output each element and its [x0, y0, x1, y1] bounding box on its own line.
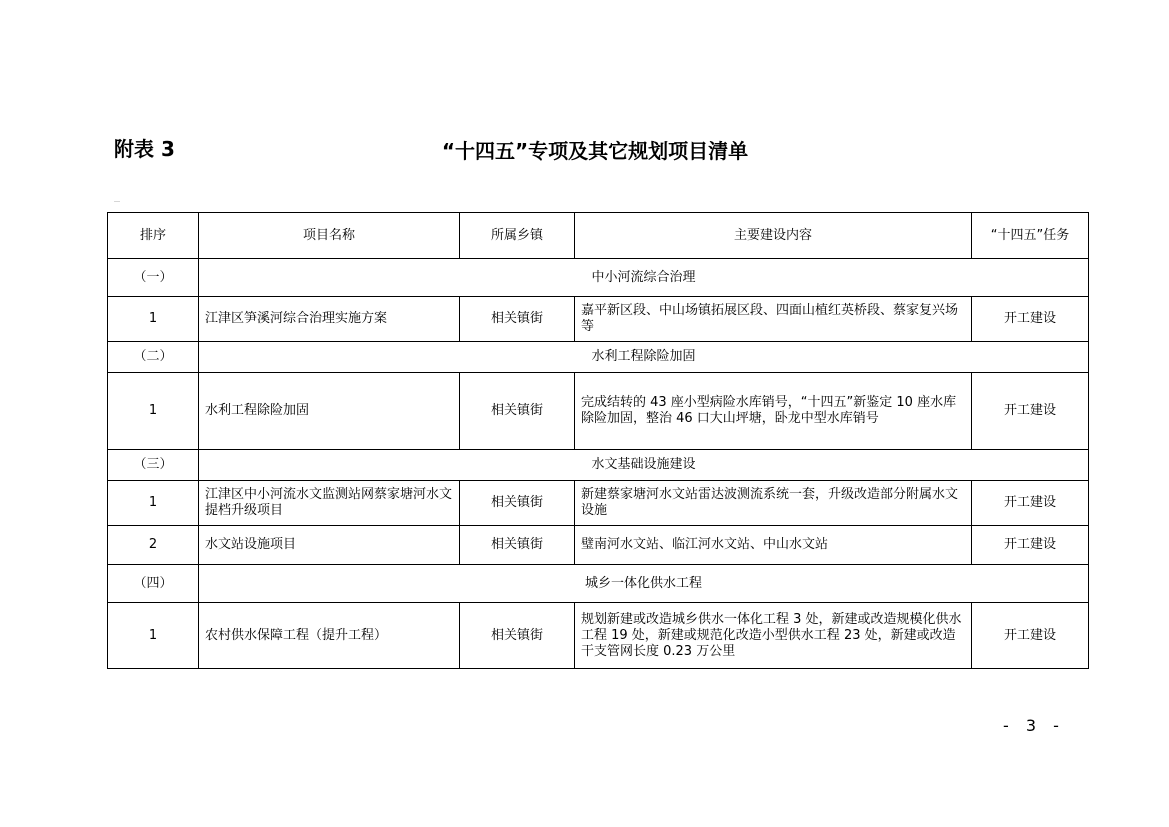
town: 相关镇街 — [460, 481, 575, 526]
project-name: 江津区中小河流水文监测站网蔡家塘河水文提档升级项目 — [199, 481, 460, 526]
table-row — [108, 297, 1089, 342]
section-index: （二） — [108, 342, 199, 373]
section-title: 中小河流综合治理 — [199, 259, 1089, 297]
page-number: - 3 - — [1003, 716, 1065, 735]
column-header-project-name: 项目名称 — [199, 213, 460, 259]
row-number: 1 — [108, 297, 199, 342]
row-number: 2 — [108, 526, 199, 565]
task: 开工建设 — [972, 297, 1089, 342]
construction-content: 璧南河水文站、临江河水文站、中山水文站 — [575, 526, 972, 565]
town: 相关镇街 — [460, 603, 575, 669]
column-header-town: 所属乡镇 — [460, 213, 575, 259]
project-name: 农村供水保障工程（提升工程） — [199, 603, 460, 669]
project-name: 江津区笋溪河综合治理实施方案 — [199, 297, 460, 342]
section-title: 水利工程除险加固 — [199, 342, 1089, 373]
column-header-content: 主要建设内容 — [575, 213, 972, 259]
row-number: 1 — [108, 481, 199, 526]
table-row — [108, 373, 1089, 450]
section-row — [108, 259, 1089, 297]
section-row — [108, 565, 1089, 603]
section-row — [108, 450, 1089, 481]
task: 开工建设 — [972, 603, 1089, 669]
town: 相关镇街 — [460, 373, 575, 450]
column-header-order: 排序 — [108, 213, 199, 259]
table-row — [108, 526, 1089, 565]
construction-content: 完成结转的 43 座小型病险水库销号，“十四五”新鉴定 10 座水库除险加固，整治 46 口大山坪塘，卧龙中型水库销号 — [575, 373, 972, 450]
row-number: 1 — [108, 603, 199, 669]
town: 相关镇街 — [460, 526, 575, 565]
construction-content: 新建蔡家塘河水文站雷达波测流系统一套，升级改造部分附属水文设施 — [575, 481, 972, 526]
table-row — [108, 481, 1089, 526]
column-header-task: “十四五”任务 — [972, 213, 1089, 259]
tiny-mark: … — [114, 197, 119, 204]
section-index: （三） — [108, 450, 199, 481]
row-number: 1 — [108, 373, 199, 450]
construction-content: 嘉平新区段、中山场镇拓展区段、四面山植红英桥段、蔡家复兴场等 — [575, 297, 972, 342]
table-row — [108, 603, 1089, 669]
task: 开工建设 — [972, 481, 1089, 526]
project-table — [107, 212, 1089, 669]
appendix-label: 附表 3 — [114, 137, 175, 161]
task: 开工建设 — [972, 373, 1089, 450]
project-name: 水利工程除险加固 — [199, 373, 460, 450]
town: 相关镇街 — [460, 297, 575, 342]
task: 开工建设 — [972, 526, 1089, 565]
section-row — [108, 342, 1089, 373]
section-index: （一） — [108, 259, 199, 297]
construction-content: 规划新建或改造城乡供水一体化工程 3 处，新建或改造规模化供水工程 19 处，新建或规范化改造小型供水工程 23 处，新建或改造干支管网长度 0.23 万公里 — [575, 603, 972, 669]
page-title: “十四五”专项及其它规划项目清单 — [441, 139, 749, 163]
section-index: （四） — [108, 565, 199, 603]
section-title: 水文基础设施建设 — [199, 450, 1089, 481]
project-name: 水文站设施项目 — [199, 526, 460, 565]
table-header-row — [108, 213, 1089, 259]
section-title: 城乡一体化供水工程 — [199, 565, 1089, 603]
